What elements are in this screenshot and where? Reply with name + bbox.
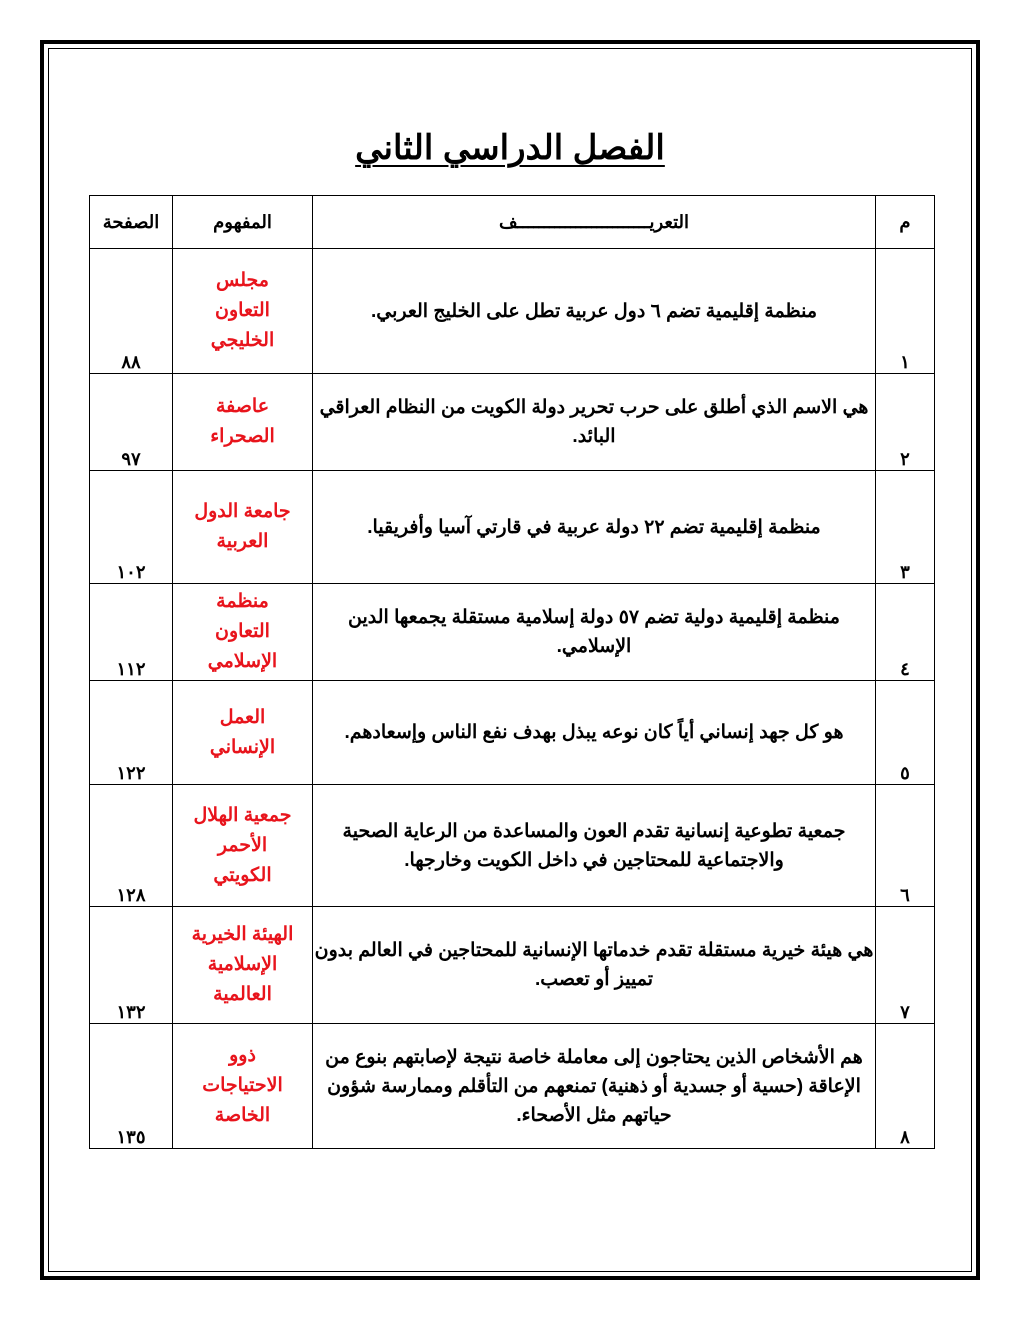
table-row bbox=[90, 785, 935, 907]
concept-line: الإسلامية bbox=[207, 954, 278, 975]
row-definition: هو كل جهد إنساني أياً كان نوعه يبذل بهدف نفع الناس وإسعادهم. bbox=[313, 681, 876, 785]
concept-line: الهيئة الخيرية bbox=[191, 924, 294, 945]
row-page: ١٠٢ bbox=[90, 471, 173, 584]
table-header-row bbox=[90, 196, 935, 249]
row-number: ١ bbox=[876, 249, 935, 374]
concept-line: العمل bbox=[219, 706, 266, 728]
concept-line: الأحمر bbox=[217, 834, 268, 856]
concept-line: الاحتياجات bbox=[202, 1075, 283, 1096]
concept-line: الخليجي bbox=[210, 330, 275, 351]
concept-line: منظمة bbox=[216, 591, 269, 612]
row-number: ٥ bbox=[876, 681, 935, 785]
row-definition: هم الأشخاص الذين يحتاجون إلى معاملة خاصة نتيجة لإصابتهم بنوع من الإعاقة (حسية أو جسدية أو ذهنية) تمنعهم من التأقلم وممارسة شؤون حياتهم مثل الأصحاء. bbox=[313, 1024, 876, 1149]
row-concept bbox=[173, 471, 313, 584]
row-concept bbox=[173, 681, 313, 785]
header-definition: التعريـــــــــــــــــــــــــف bbox=[313, 196, 876, 249]
row-page: ١١٢ bbox=[90, 584, 173, 681]
table-row bbox=[90, 471, 935, 584]
row-concept bbox=[173, 584, 313, 681]
table-row bbox=[90, 374, 935, 471]
row-definition: منظمة إقليمية دولية تضم ٥٧ دولة إسلامية مستقلة يجمعها الدين الإسلامي. bbox=[313, 584, 876, 681]
concept-line: الخاصة bbox=[214, 1105, 271, 1126]
row-number: ٤ bbox=[876, 584, 935, 681]
row-definition: هي هيئة خيرية مستقلة تقدم خدماتها الإنسانية للمحتاجين في العالم بدون تمييز أو تعصب. bbox=[313, 907, 876, 1024]
concept-line: التعاون bbox=[215, 621, 270, 642]
row-page: ١٣٢ bbox=[90, 907, 173, 1024]
concept-line: الكويتي bbox=[213, 864, 272, 886]
header-page: الصفحة bbox=[90, 196, 173, 249]
row-number: ٢ bbox=[876, 374, 935, 471]
concept-line: الإسلامي bbox=[207, 651, 278, 672]
header-number: م bbox=[876, 196, 935, 249]
table-row bbox=[90, 584, 935, 681]
table-row bbox=[90, 681, 935, 785]
row-number: ٨ bbox=[876, 1024, 935, 1149]
row-page: ٩٧ bbox=[90, 374, 173, 471]
row-definition: هي الاسم الذي أطلق على حرب تحرير دولة الكويت من النظام العراقي البائد. bbox=[313, 374, 876, 471]
row-number: ٣ bbox=[876, 471, 935, 584]
page-title bbox=[0, 128, 1020, 168]
row-page: ٨٨ bbox=[90, 249, 173, 374]
row-page: ١٢٨ bbox=[90, 785, 173, 907]
concept-line: عاصفة bbox=[215, 396, 270, 417]
row-concept bbox=[173, 1024, 313, 1149]
concept-line: جامعة الدول bbox=[194, 501, 291, 522]
concept-line: العالمية bbox=[213, 984, 272, 1005]
row-page: ١٢٢ bbox=[90, 681, 173, 785]
glossary-table bbox=[89, 195, 935, 1149]
concept-line: مجلس bbox=[216, 270, 269, 291]
row-concept bbox=[173, 785, 313, 907]
concept-line: الإنساني bbox=[209, 736, 276, 758]
row-definition: جمعية تطوعية إنسانية تقدم العون والمساعدة من الرعاية الصحية والاجتماعية للمحتاجين في داخل الكويت وخارجها. bbox=[313, 785, 876, 907]
row-number: ٧ bbox=[876, 907, 935, 1024]
header-concept: المفهوم bbox=[173, 196, 313, 249]
table-row bbox=[90, 249, 935, 374]
concept-line: الصحراء bbox=[210, 426, 275, 447]
page-title-text: الفصل الدراسي الثاني bbox=[355, 129, 665, 167]
row-concept bbox=[173, 374, 313, 471]
concept-line: ذوو bbox=[229, 1045, 256, 1066]
concept-line: التعاون bbox=[215, 300, 270, 321]
table-row bbox=[90, 1024, 935, 1149]
row-page: ١٣٥ bbox=[90, 1024, 173, 1149]
row-number: ٦ bbox=[876, 785, 935, 907]
row-definition: منظمة إقليمية تضم ٦ دول عربية تطل على الخليج العربي. bbox=[313, 249, 876, 374]
concept-line: جمعية الهلال bbox=[193, 804, 292, 826]
table-row bbox=[90, 907, 935, 1024]
row-definition: منظمة إقليمية تضم ٢٢ دولة عربية في قارتي آسيا وأفريقيا. bbox=[313, 471, 876, 584]
row-concept bbox=[173, 249, 313, 374]
row-concept bbox=[173, 907, 313, 1024]
concept-line: العربية bbox=[216, 531, 269, 552]
